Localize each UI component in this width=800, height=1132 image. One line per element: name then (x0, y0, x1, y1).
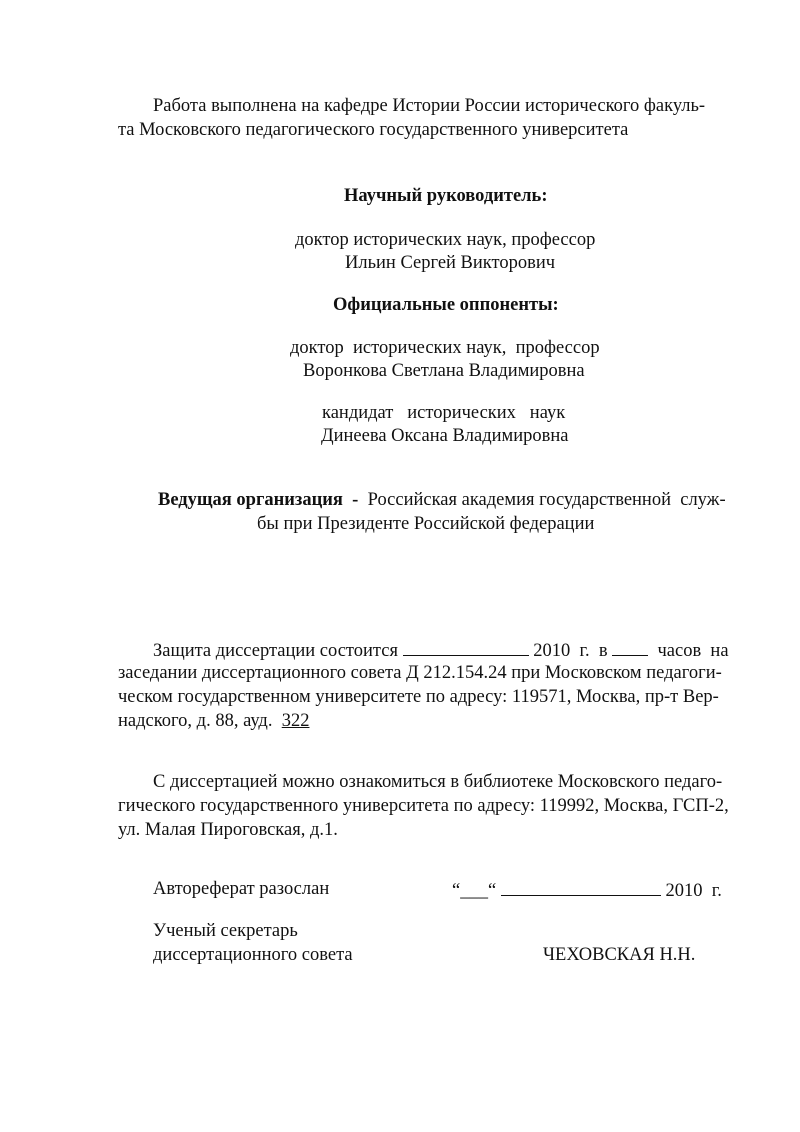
supervisor-degree: доктор исторических наук, профессор (295, 230, 596, 250)
lead-org-text-1: Российская академия государственной служ- (367, 490, 726, 510)
supervisor-heading: Научный руководитель: (344, 186, 548, 206)
defense-year: 2010 г. в (533, 641, 608, 661)
intro-line-1: Работа выполнена на кафедре Истории России исторического факуль- (153, 96, 706, 116)
defense-line-4 (118, 709, 309, 733)
opponent-2-name: Динеева Оксана Владимировна (321, 426, 569, 446)
supervisor-name: Ильин Сергей Викторович (345, 253, 556, 273)
lead-org-label: Ведущая организация - (158, 490, 359, 510)
secretary-name: ЧЕХОВСКАЯ Н.Н. (543, 945, 696, 965)
library-line-1: С диссертацией можно ознакомиться в библиотеке Московского педаго- (153, 772, 723, 792)
defense-start: Защита диссертации состоится (153, 641, 398, 661)
library-line-2: гического государственного университета по адресу: 119992, Москва, ГСП-2, (118, 796, 729, 816)
secretary-title-2: диссертационного совета (153, 945, 353, 965)
lead-org-line-2: бы при Президенте Российской федерации (257, 514, 595, 534)
defense-hour-blank (612, 637, 648, 656)
secretary-title-1: Ученый секретарь (153, 921, 298, 941)
mailing-day: “___“ (452, 881, 497, 901)
defense-line-3: ческом государственном университете по адресу: 119571, Москва, пр-т Вер- (118, 687, 719, 707)
opponent-1-name: Воронкова Светлана Владимировна (303, 361, 585, 381)
opponent-2-degree: кандидат исторических наук (322, 403, 566, 423)
defense-room: 322 (281, 711, 310, 731)
defense-date-blank (403, 637, 529, 656)
lead-org-line-1 (158, 488, 726, 512)
mailing-date (452, 877, 722, 903)
library-line-3: ул. Малая Пироговская, д.1. (118, 820, 338, 840)
opponents-heading: Официальные оппоненты: (333, 295, 559, 315)
defense-address: надского, д. 88, ауд. (118, 711, 273, 731)
defense-end: часов на (657, 641, 729, 661)
mailing-label: Автореферат разослан (153, 879, 330, 899)
defense-line-1 (153, 637, 729, 663)
mailing-month-blank (501, 877, 661, 896)
opponent-1-degree: доктор исторических наук, профессор (290, 338, 600, 358)
defense-line-2: заседании диссертационного совета Д 212.154.24 при Московском педагоги- (118, 663, 722, 683)
mailing-year: 2010 г. (665, 881, 722, 901)
intro-line-2: та Московского педагогического государственного университета (118, 120, 629, 140)
